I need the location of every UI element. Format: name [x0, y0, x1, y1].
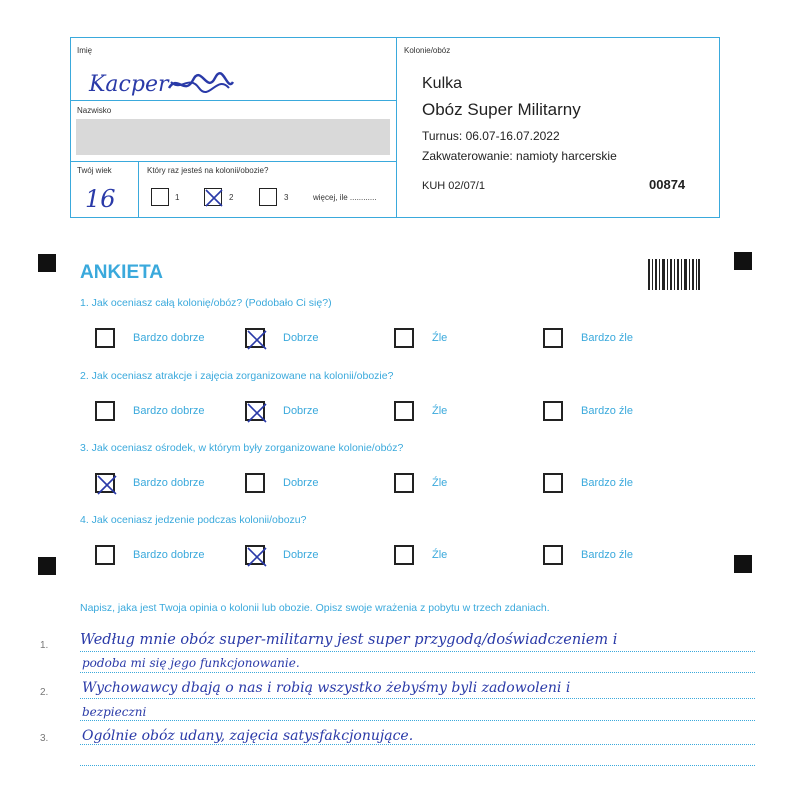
- answer-line-2[interactable]: podoba mi się jego funkcjonowanie.: [82, 656, 300, 670]
- line-number: 3.: [40, 733, 49, 744]
- q2-option-label: Źle: [432, 405, 448, 417]
- q1-checkbox-1[interactable]: [95, 328, 115, 348]
- q1-option-label: Bardzo źle: [581, 332, 633, 344]
- q2-checkbox-3[interactable]: [394, 401, 414, 421]
- accommodation: Zakwaterowanie: namioty harcerskie: [422, 149, 617, 163]
- times-option-3: 3: [284, 193, 289, 202]
- q3-checkbox-4[interactable]: [543, 473, 563, 493]
- name-value[interactable]: Kacper: [89, 72, 169, 97]
- times-checkbox-2[interactable]: [204, 188, 222, 206]
- q2-option-label: Dobrze: [283, 405, 319, 417]
- q3-option-label: Dobrze: [283, 477, 319, 489]
- survey-title: ANKIETA: [80, 262, 164, 283]
- q1-checkbox-3[interactable]: [394, 328, 414, 348]
- q3-checkbox-3[interactable]: [394, 473, 414, 493]
- camp-title: Obóz Super Militarny: [422, 100, 581, 119]
- line-number: 2.: [40, 687, 49, 698]
- q3-option-label: Źle: [432, 477, 448, 489]
- q3-option-label: Bardzo źle: [581, 477, 633, 489]
- age-value[interactable]: 16: [85, 185, 116, 213]
- divider: [71, 100, 396, 101]
- redacted-surname: [76, 119, 390, 155]
- q1-option-label: Bardzo dobrze: [133, 332, 205, 344]
- q1-checkbox-4[interactable]: [543, 328, 563, 348]
- checked-x-icon: [97, 475, 117, 495]
- opinion-prompt: Napisz, jaka jest Twoja opinia o kolonii lub obozie. Opisz swoje wrażenia z pobytu w trzech zdaniach.: [80, 602, 550, 614]
- question-4: 4. Jak oceniasz jedzenie podczas kolonii/obozu?: [80, 514, 307, 526]
- header-form: [70, 37, 720, 218]
- barcode-icon: [648, 259, 700, 290]
- code: KUH 02/07/1: [422, 180, 485, 192]
- q3-option-label: Bardzo dobrze: [133, 477, 205, 489]
- q1-option-label: Źle: [432, 332, 448, 344]
- answer-line-1[interactable]: Według mnie obóz super-militarny jest super przygodą/doświadczeniem i: [80, 632, 618, 648]
- checked-x-icon: [247, 547, 267, 567]
- q2-checkbox-1[interactable]: [95, 401, 115, 421]
- answer-line: [80, 698, 755, 699]
- q2-checkbox-4[interactable]: [543, 401, 563, 421]
- alignment-marker: [734, 252, 752, 270]
- divider: [396, 38, 397, 217]
- q4-checkbox-2[interactable]: [245, 545, 265, 565]
- answer-line-5[interactable]: Ogólnie obóz udany, zajęcia satysfakcjonujące.: [82, 728, 414, 744]
- q4-checkbox-1[interactable]: [95, 545, 115, 565]
- q1-checkbox-2[interactable]: [245, 328, 265, 348]
- alignment-marker: [38, 254, 56, 272]
- divider: [71, 161, 396, 162]
- surname-label: Nazwisko: [77, 106, 112, 115]
- q3-checkbox-2[interactable]: [245, 473, 265, 493]
- question-1: 1. Jak oceniasz całą kolonię/obóz? (Podobało Ci się?): [80, 297, 332, 309]
- answer-line-3[interactable]: Wychowawcy dbają o nas i robią wszystko żebyśmy byli zadowoleni i: [82, 680, 571, 696]
- times-checkbox-3[interactable]: [259, 188, 277, 206]
- scribble-mark: [167, 70, 237, 100]
- q4-option-label: Bardzo dobrze: [133, 549, 205, 561]
- question-2: 2. Jak oceniasz atrakcje i zajęcia zorganizowane na kolonii/obozie?: [80, 370, 394, 382]
- name-label: Imię: [77, 46, 93, 55]
- times-checkbox-1[interactable]: [151, 188, 169, 206]
- alignment-marker: [38, 557, 56, 575]
- checked-x-icon: [247, 403, 267, 423]
- q4-checkbox-4[interactable]: [543, 545, 563, 565]
- checked-x-icon: [205, 189, 223, 207]
- q4-option-label: Dobrze: [283, 549, 319, 561]
- line-number: 1.: [40, 640, 49, 651]
- answer-line: [80, 765, 755, 766]
- q4-option-label: Źle: [432, 549, 448, 561]
- colony-name: Kulka: [422, 75, 463, 92]
- question-3: 3. Jak oceniasz ośrodek, w którym były zorganizowane kolonie/obóz?: [80, 442, 404, 454]
- q2-option-label: Bardzo źle: [581, 405, 633, 417]
- answer-line: [80, 651, 755, 652]
- colony-label: Kolonie/obóz: [404, 46, 451, 55]
- q4-checkbox-3[interactable]: [394, 545, 414, 565]
- q1-option-label: Dobrze: [283, 332, 319, 344]
- q2-option-label: Bardzo dobrze: [133, 405, 205, 417]
- times-option-2: 2: [229, 193, 234, 202]
- q3-checkbox-1[interactable]: [95, 473, 115, 493]
- turnus: Turnus: 06.07-16.07.2022: [422, 129, 560, 143]
- answer-line: [80, 744, 755, 745]
- answer-line-4[interactable]: bezpieczni: [82, 705, 147, 719]
- q2-checkbox-2[interactable]: [245, 401, 265, 421]
- answer-line: [80, 672, 755, 673]
- times-more-label: więcej, ile ............: [313, 193, 377, 202]
- form-number: 00874: [649, 177, 686, 192]
- times-option-1: 1: [175, 193, 180, 202]
- alignment-marker: [734, 555, 752, 573]
- q4-option-label: Bardzo źle: [581, 549, 633, 561]
- checked-x-icon: [247, 330, 267, 350]
- age-label: Twój wiek: [77, 166, 112, 175]
- times-label: Który raz jesteś na kolonii/obozie?: [147, 166, 269, 175]
- divider: [138, 161, 139, 217]
- answer-line: [80, 720, 755, 721]
